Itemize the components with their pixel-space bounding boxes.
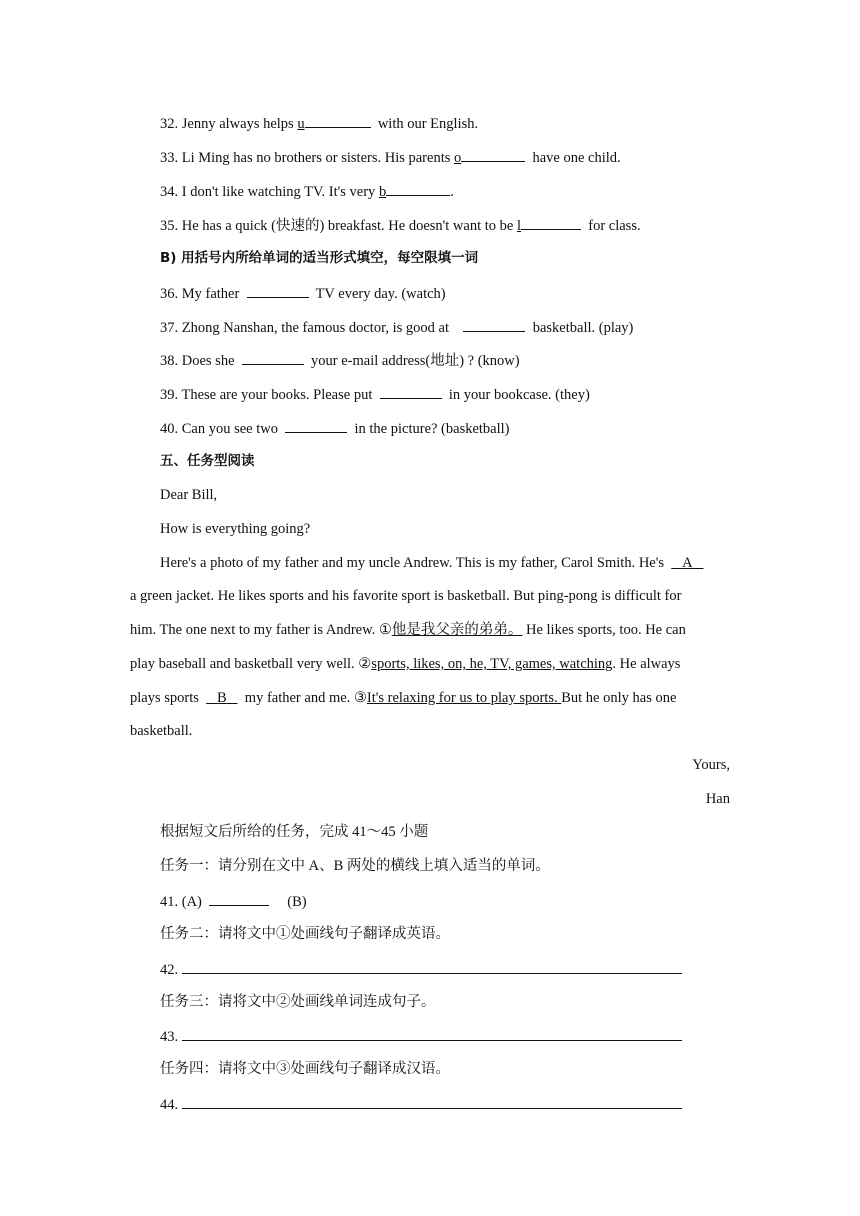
question-32: 32. Jenny always helps u with our English. [160, 113, 478, 133]
question-38: 38. Does she your e-mail address(地址) ? (know) [160, 350, 520, 370]
answer-blank[interactable] [461, 147, 525, 162]
answer-blank[interactable] [463, 317, 525, 332]
letter-paragraph-line: basketball. [130, 723, 193, 739]
answer-blank[interactable] [380, 384, 442, 399]
hint-letter: l [516, 218, 521, 234]
underlined-words-2: sports, likes, on, he, TV, games, watching [371, 656, 613, 672]
underlined-sentence-3: It's relaxing for us to play sports. [366, 690, 562, 706]
answer-blank[interactable] [242, 350, 304, 365]
letter-signature: Han [705, 791, 730, 807]
task-4-instruction: 任务四：请将文中③处画线句子翻译成汉语。 [160, 1061, 450, 1077]
question-41: 41. (A) (B) [160, 891, 307, 911]
answer-blank-a[interactable] [209, 891, 269, 906]
letter-paragraph-line: Here's a photo of my father and my uncle Andrew. This is my father, Carol Smith. He's A [160, 554, 703, 572]
question-33: 33. Li Ming has no brothers or sisters. His parents o have one child. [160, 147, 621, 167]
letter-paragraph-line: plays sports B my father and me. ③It's relaxing for us to play sports. But he only has one [130, 690, 677, 706]
tasks-intro: 根据短文后所给的任务，完成 41～45 小题 [160, 824, 429, 840]
hint-letter: o [454, 150, 462, 166]
blank-a[interactable]: A [682, 555, 693, 571]
letter-paragraph-line: a green jacket. He likes sports and his favorite sport is basketball. But ping-pong is difficult for [130, 588, 682, 604]
answer-line[interactable] [182, 1094, 682, 1109]
section-5-heading: 五、任务型阅读 [160, 453, 255, 469]
section-b-heading: B) 用括号内所给单词的适当形式填空，每空限填一词 [160, 250, 479, 266]
answer-blank[interactable] [285, 418, 347, 433]
letter-paragraph-line: play baseball and basketball very well. ②sports, likes, on, he, TV, games, watching. He always [130, 656, 681, 672]
hint-letter: u [297, 116, 305, 132]
question-44: 44. [160, 1094, 682, 1114]
blank-b[interactable]: B [217, 690, 227, 706]
answer-line[interactable] [182, 1026, 682, 1041]
answer-blank[interactable] [521, 215, 581, 230]
question-34: 34. I don't like watching TV. It's very b . [160, 181, 454, 201]
answer-blank[interactable] [305, 113, 371, 128]
letter-opening: How is everything going? [160, 521, 311, 537]
question-36: 36. My father TV every day. (watch) [160, 283, 446, 303]
hint-letter: b [378, 184, 387, 200]
letter-greeting: Dear Bill, [160, 487, 218, 503]
question-35: 35. He has a quick (快速的) breakfast. He doesn't want to be l for class. [160, 215, 641, 235]
task-2-instruction: 任务二：请将文中①处画线句子翻译成英语。 [160, 926, 450, 942]
answer-blank[interactable] [247, 283, 309, 298]
question-43: 43. [160, 1026, 682, 1046]
task-3-instruction: 任务三：请将文中②处画线单词连成句子。 [160, 994, 436, 1010]
answer-blank[interactable] [386, 181, 450, 196]
answer-line[interactable] [182, 959, 682, 974]
question-39: 39. These are your books. Please put in your bookcase. (they) [160, 384, 590, 404]
underlined-sentence-1: 他是我父亲的弟弟。 [391, 622, 523, 638]
task-1-instruction: 任务一：请分别在文中 A、B 两处的横线上填入适当的单词。 [160, 858, 550, 874]
letter-closing: Yours, [692, 757, 730, 773]
letter-paragraph-line: him. The one next to my father is Andrew. ①他是我父亲的弟弟。 He likes sports, too. He can [130, 622, 686, 638]
question-42: 42. [160, 959, 682, 979]
question-40: 40. Can you see two in the picture? (basketball) [160, 418, 510, 438]
question-37: 37. Zhong Nanshan, the famous doctor, is good at basketball. (play) [160, 317, 633, 337]
